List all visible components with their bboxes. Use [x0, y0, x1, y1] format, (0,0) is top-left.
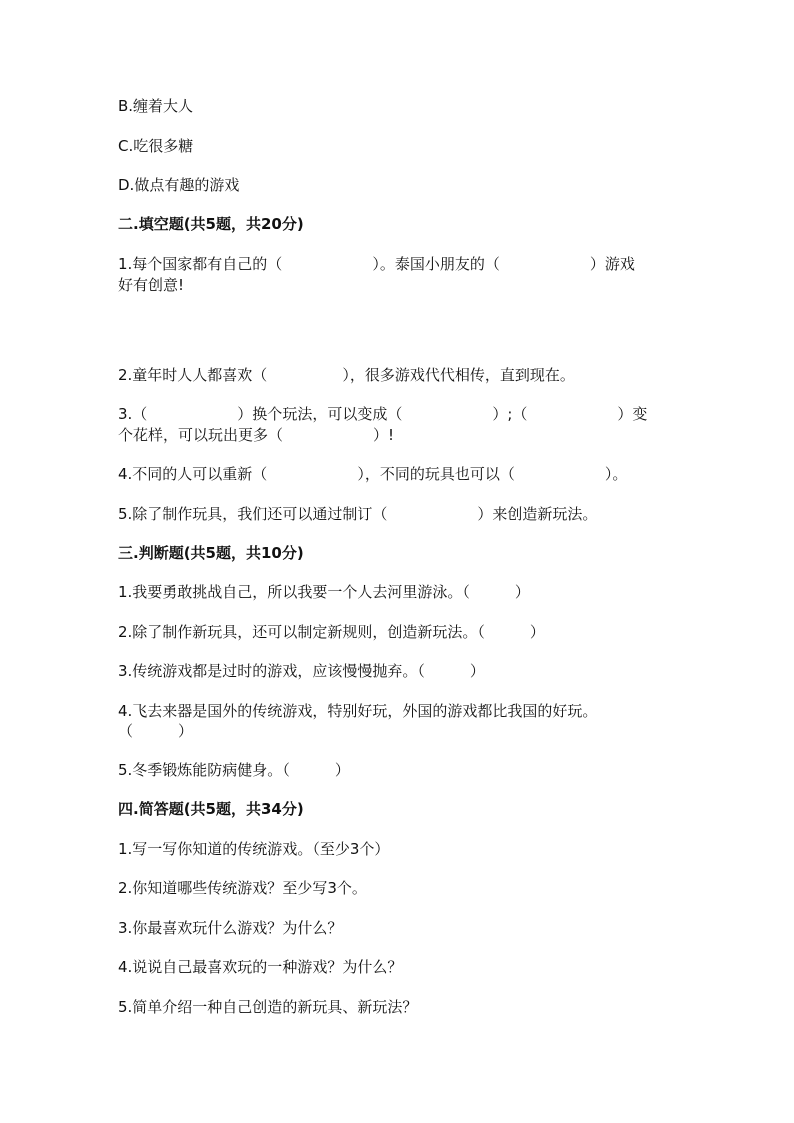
fill-blank-q2: 2.童年时人人都喜欢（ ），很多游戏代代相传，直到现在。 — [118, 366, 575, 384]
true-false-q4: 4.飞去来器是国外的传统游戏，特别好玩，外国的游戏都比我国的好玩。 — [118, 702, 598, 720]
true-false-q2: 2.除了制作新玩具，还可以制定新规则，创造新玩法。（ ） — [118, 623, 545, 641]
short-answer-q5: 5.简单介绍一种自己创造的新玩具、新玩法？ — [118, 998, 418, 1016]
section-heading-short-answer: 四.简答题(共5题，共34分) — [118, 800, 304, 818]
fill-blank-q3-cont: 个花样，可以玩出更多（ ）! — [118, 426, 395, 444]
true-false-q5: 5.冬季锻炼能防病健身。（ ） — [118, 761, 350, 779]
option-b: B.缠着大人 — [118, 97, 194, 115]
true-false-q4-cont: （ ） — [118, 722, 194, 740]
true-false-q1: 1.我要勇敢挑战自己，所以我要一个人去河里游泳。（ ） — [118, 583, 530, 601]
short-answer-q2: 2.你知道哪些传统游戏？至少写3个。 — [118, 879, 367, 897]
true-false-q3: 3.传统游戏都是过时的游戏，应该慢慢抛弃。（ ） — [118, 662, 485, 680]
fill-blank-q1: 1.每个国家都有自己的（ ）。泰国小朋友的（ ）游戏 — [118, 255, 635, 273]
section-heading-fill-blank: 二.填空题(共5题，共20分) — [118, 215, 304, 233]
fill-blank-q5: 5.除了制作玩具，我们还可以通过制订（ ）来创造新玩法。 — [118, 505, 598, 523]
fill-blank-q1-cont: 好有创意! — [118, 276, 185, 294]
short-answer-q1: 1.写一写你知道的传统游戏。（至少3个） — [118, 840, 390, 858]
short-answer-q3: 3.你最喜欢玩什么游戏？为什么？ — [118, 919, 343, 937]
fill-blank-q4: 4.不同的人可以重新（ ），不同的玩具也可以（ ）。 — [118, 465, 628, 483]
fill-blank-q3: 3.（ ）换个玩法，可以变成（ ）;（ ）变 — [118, 405, 648, 423]
option-d: D.做点有趣的游戏 — [118, 176, 240, 194]
short-answer-q4: 4.说说自己最喜欢玩的一种游戏？为什么？ — [118, 958, 403, 976]
section-heading-true-false: 三.判断题(共5题，共10分) — [118, 544, 304, 562]
option-c: C.吃很多糖 — [118, 137, 194, 155]
